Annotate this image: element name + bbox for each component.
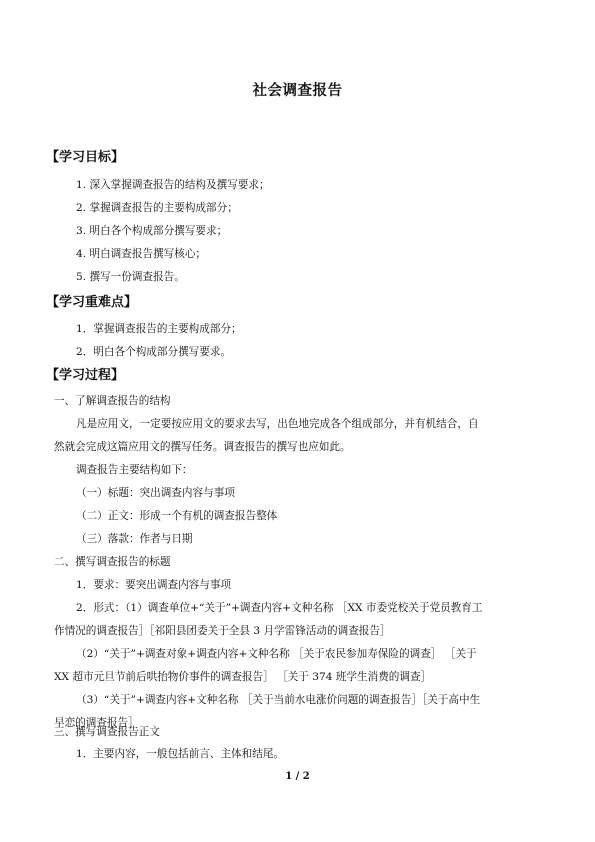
goal-item: 2. 掌握调查报告的主要构成部分； (76, 202, 238, 214)
process-line: 一、了解调查报告的结构 (54, 395, 171, 407)
page-number: 1 / 2 (285, 771, 310, 782)
section-heading-key-points: 【学习重难点】 (46, 295, 138, 310)
process-line: 作情况的调查报告］［祁阳县团委关于全县 3 月学雷锋活动的调查报告］ (54, 625, 391, 637)
process-line: （三）落款：作者与日期 (76, 533, 193, 545)
goal-item: 4. 明白调查报告撰写核心； (76, 248, 207, 260)
process-line: （3）“关于”+调查内容+文种名称 ［关于当前水电涨价问题的调查报告］［关于高中生 (76, 694, 481, 706)
key-point-item: 2．明白各个构成部分撰写要求。 (76, 346, 232, 358)
process-line: 凡是应用文，一定要按应用文的要求去写，出色地完成各个组成部分，并有机结合，自 (76, 418, 479, 430)
goal-item: 5. 撰写一份调查报告。 (76, 271, 185, 283)
process-line: XX 超市元旦节前后哄抬物价事件的调查报告］ ［关于 374 班学生消费的调查］ (54, 671, 432, 683)
section-heading-process: 【学习过程】 (46, 368, 125, 383)
page-title: 社会调查报告 (252, 83, 343, 99)
process-line: 1．要求：要突出调查内容与事项 (76, 579, 232, 591)
process-line: 三、撰写调查报告正文 (54, 726, 160, 738)
process-line: 然就会完成这篇应用文的撰写任务。调查报告的撰写也应如此。 (54, 441, 351, 453)
section-heading-goals: 【学习目标】 (46, 150, 125, 165)
process-line: 1．主要内容，一般包括前言、主体和结尾。 (76, 748, 285, 760)
key-point-item: 1．掌握调查报告的主要构成部分； (76, 323, 242, 335)
process-line: 二、撰写调查报告的标题 (54, 556, 171, 568)
goal-item: 3. 明白各个构成部分撰写要求； (76, 225, 228, 237)
process-line: （2）“关于”+调查对象+调查内容+文种名称 ［关于农民参加寿保险的调查］ ［关于 (76, 648, 477, 660)
process-line: 早恋的调查报告］ (54, 717, 139, 729)
process-line: （二）正文：形成一个有机的调查报告整体 (76, 510, 278, 522)
process-line: 调查报告主要结构如下： (76, 464, 193, 476)
process-line: 2．形式：（1）调查单位+“关于”+调查内容+文种名称 ［XX 市委党校关于党员教育工 (76, 602, 483, 614)
process-line: （一）标题：突出调查内容与事项 (76, 487, 235, 499)
goal-item: 1. 深入掌握调查报告的结构及撰写要求； (76, 179, 270, 191)
